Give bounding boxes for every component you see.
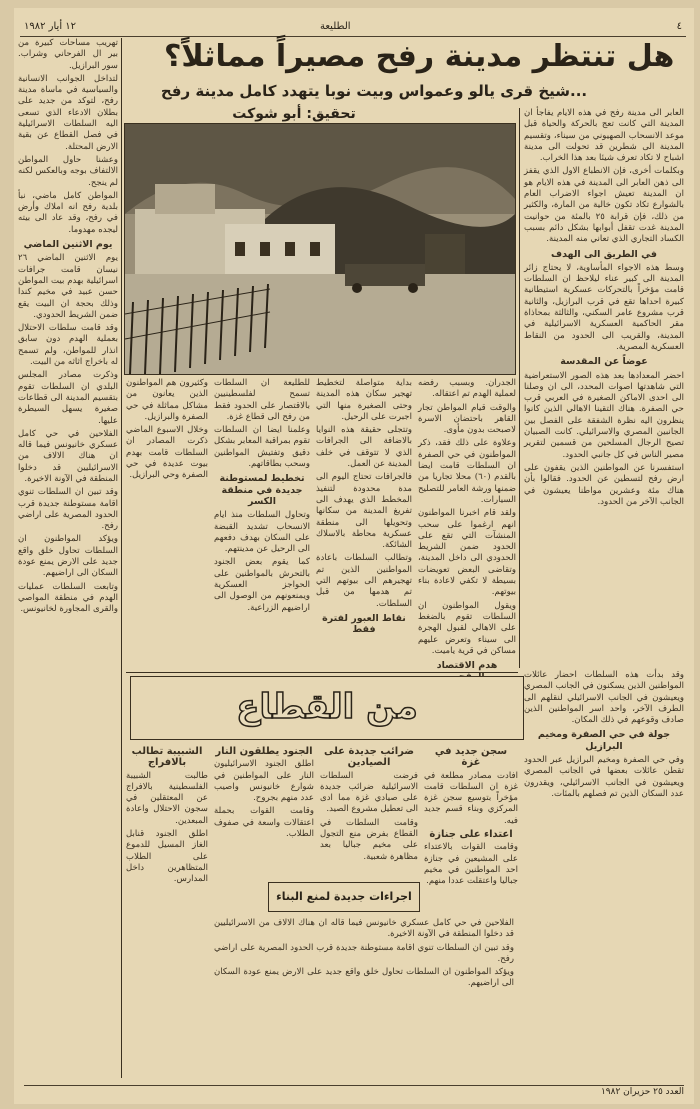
paragraph: تهريب مساحات كبيرة من بير ال الفرحاني وشراب. سور البرازيل. bbox=[18, 38, 118, 71]
column-left bbox=[18, 38, 118, 1078]
paragraph: وقامت القوات بحملة اعتقالات واسعة في صفوف الطلاب. bbox=[214, 806, 314, 840]
paragraph: والوقت قيام المواطن تجار القاهر باحتضان الاسرة لاصبحت بدون مأوى. bbox=[418, 402, 516, 436]
paragraph: طالبت الشبيبة الفلسطينية بالافراج عن المعتقلين في سجون الاحتلال واعادة المبعدين. bbox=[126, 770, 208, 826]
paragraph: وبكلمات أخرى، فإن الانطباع الاول الذي يقفز الى ذهن العابر الى المدينة في هذه الايام هو ان المدينة تعيش اجواء الاضراب العام بالشوارع تكاد تكون خالية من المارة، والكثير من ذلك، فإن قرابة ٢٥ بالمئة من حوانيت المدينة غدت تقفل أبوابها بشكل دائم بسبب الكساد التجاري الذي تعاني منه المدينة. bbox=[524, 166, 684, 245]
paragraph: وقد قامت سلطات الاحتلال بعملية الهدم دون سابق انذار للمواطن، ولم تسمح له باخراج اثاثه من البيت. bbox=[18, 323, 118, 368]
paragraph: الجدران. وبسبب رفضه لعملية الهدم تم اعتقاله. bbox=[418, 378, 516, 400]
news-heading: الشبيبة تطالب بالافراج bbox=[131, 746, 203, 769]
paragraph: وقد بدأت هذه السلطات احضار عائلات المواطنين الذين يسكنون في الجانب المصري ويعيشون في الجانب الاسرائيلي لنقلهم الى الطرف الآخر، واحد اسر المواطنين الذين صادف وقوعهم في ذلك المكان. bbox=[524, 670, 684, 726]
news-photo bbox=[124, 123, 516, 375]
paragraph: فالجرافات تحتاج اليوم الى مدة محدودة لتنفيذ المخطط الذي يهدف الى تفريغ المدينة من سكانها وتحويلها الى منطقة عسكرية محاطة بالاسلاك الشائكة. bbox=[316, 472, 412, 551]
column-2 bbox=[418, 378, 516, 672]
main-headline: هل تنتظر مدينة رفح مصيراً مماثلاً؟ bbox=[164, 39, 675, 74]
newspaper-page bbox=[14, 8, 694, 1104]
paragraph: وعشنا حاول المواطن الالتفاف بوجه وبالعكس لكنه لم ينجح. bbox=[18, 154, 118, 188]
paragraph: وقد تبين ان السلطات تنوي اقامة مستوطنة جديدة قرب الحدود المصرية على اراضي رفح. bbox=[214, 942, 514, 964]
page-footer bbox=[24, 1085, 684, 1098]
paragraph: وفي حي الصفرة ومخيم البرازيل عبر الحدود تقطن عائلات بعضها في الجانب المصري ويعيشون في الجانب الاسرائيلي، ويقدرون عدد السكان الذين تم فصلهم بالمئات. bbox=[524, 755, 684, 799]
news-heading: ضرائب جديدة على الصيادين bbox=[323, 746, 415, 769]
bottom-column-4 bbox=[126, 744, 208, 1074]
section-banner-title: من القطاع bbox=[236, 687, 418, 727]
paragraph: الفلاحين في حي كامل عسكري خانيونس فيما قاله ان هناك الالاف من الاسرائيليين قد دخلوا المنطقة في الآونة الاخيرة. bbox=[214, 918, 514, 940]
footer-text: العدد ٢٥ حزيران ١٩٨٢ bbox=[600, 1087, 684, 1097]
paragraph: وقامت القوات بالاعتداء على المشيعين في جنازة احد المواطنين في مخيم جباليا واعتقلت عددا منهم. bbox=[424, 842, 518, 887]
column-3 bbox=[316, 378, 412, 668]
paragraph: للطليعة ان السلطات تسمح لفلسطينيين بالاقتصار على الحدود فقط من رفح الى قطاع غزة. bbox=[214, 378, 310, 422]
paragraph: وقامت السلطات في القطاع بفرض منع التجول على مخيم جباليا بعد مظاهرة شعبية. bbox=[320, 817, 418, 862]
news-heading: اعتداء على جنازة bbox=[429, 829, 513, 841]
paragraph: وتتجلى حقيقة هذه النوايا بالاضافة الى الجرافات الذي لا تتوقف في خلف المدينة عن العمل. bbox=[316, 425, 412, 470]
paragraph: بداية متواصلة لتخطيط تهجير سكان هذه المدينة وحتى الصغيرة منها التي اجبرت على الرحيل. bbox=[316, 378, 412, 422]
paragraph: وذكرت مصادر المجلس البلدي ان السلطات تقوم بتقسيم المدينة الى قطاعات صغيرة يسهل السيطرة عليها. bbox=[18, 370, 118, 426]
column-right-lower bbox=[524, 670, 684, 1080]
paragraph: المواطن كامل ماضي، نبأ بلدية رفح انه املاك وأرض في رفح، وقد عاد الى بيته ليجده مهدوما. bbox=[18, 190, 118, 235]
paragraph: اطلق الجنود قنابل الغاز المسيل للدموع على الطلاب المتظاهرين داخل المدارس. bbox=[126, 829, 208, 885]
section-heading: في الطريق الى الهدف bbox=[551, 248, 657, 260]
section-heading: نقاط العبور لفترة فقط bbox=[322, 612, 406, 636]
bottom-column-2 bbox=[320, 744, 418, 874]
issue-date: ١٢ أيار ١٩٨٢ bbox=[24, 21, 77, 32]
news-heading: الجنود يطلقون النار bbox=[215, 746, 313, 757]
sub-headline: شيخ قرى يالو وعمواس وبيت نوبا يتهدد كامل مدينة رفح... bbox=[160, 82, 588, 100]
column-divider bbox=[121, 38, 122, 1078]
paragraph: وسط هذه الاجواء المأساوية، لا يحتاج زائر المدينة الى كبير عناء ليلاحظ ان السلطات قامت مؤخراً بالتحركات عسكرية استيطانية كبيرة احداها تقع في قرب البرازيل، والثانية قرب مشروع عامر السكني، والثالثة بمحاذاة مقر الحاكمية العسكرية الاسرائيلية في المدينة، والقريب الى الحدود من النقاط العسكرية المصرية. bbox=[524, 262, 684, 352]
paragraph: وتحاول السلطات منذ ايام الانسحاب تشديد القبضة على السكان بهدف دفعهم الى الرحيل عن مدينتهم. bbox=[214, 510, 310, 555]
byline: تحقيق: أبو شوكت bbox=[232, 106, 356, 122]
paragraph: ويؤكد المواطنون ان السلطات تحاول خلق واقع جديد على الارض يمنع عودة السكان الى اراضيهم. bbox=[214, 967, 514, 989]
paragraph: وعلمنا ايضا ان السلطات تقوم بمراقبة المعابر بشكل دقيق وتفتيش المواطنين وسحب بطاقاتهم. bbox=[214, 425, 310, 470]
paragraph: الفلاحين في حي كامل عسكري خانيونس فيما قاله ان هناك الالاف من الاسرائيليين قد دخلوا المنطقة في الآونة الاخيرة. bbox=[18, 428, 118, 484]
bottom-column-3 bbox=[214, 744, 314, 878]
paragraph: استفسرنا عن المواطنين الذين يقفون على ارض رفح لتسطين عن الحدود. فقالوا بأن هناك مئة وعشرين مواطنا يعيشون في الجانب الآخر من الحدود. bbox=[524, 462, 684, 507]
paragraph: اطلق الجنود الاسرائيليون النار على المواطنين في شوارع خانيونس واصيب عدد منهم بجروح. bbox=[214, 759, 314, 804]
section-heading: هدم الاقتصاد bbox=[436, 660, 498, 672]
paragraph: وتابعت السلطات عمليات الهدم في منطقة المواصي والقرى المجاورة لخانيونس. bbox=[18, 581, 118, 615]
paragraph: كما يقوم بعض الجنود بالتحرش بالمواطنين على الحواجز العسكرية ويمنعونهم من الوصول الى اراضيهم الزراعية. bbox=[214, 557, 310, 613]
paragraph: وخلال الاسبوع الماضي ذكرت المصادر ان السلطات قامت بهدم بيوت عديدة في حي الصفرة وحي البرازيل. bbox=[126, 425, 208, 481]
photo-illustration bbox=[125, 124, 515, 374]
paragraph: لتداخل الجوانب الانسانية والسياسية في ماساة مدينة رفح، لتوكد من جديد على بطلان الادعاء الذي تسعى اليه السلطات الاسرائيلية في فصل القطاع عن بقية الارض المحتلة. bbox=[18, 73, 118, 152]
horizontal-rule bbox=[126, 672, 518, 673]
paragraph: ويؤكد المواطنون ان السلطات تحاول خلق واقع جديد على الارض يمنع عودة السكان الى اراضيهم. bbox=[18, 534, 118, 579]
publication-name: الطليعة bbox=[320, 21, 351, 32]
section-heading: يوم الاثنين الماضي bbox=[23, 239, 113, 251]
paragraph: وكثيرون هم المواطنون الذين يعانون من مشاكل مماثلة في حي الصفرة والبرازيل. bbox=[126, 378, 208, 422]
column-5-lower bbox=[126, 378, 208, 668]
column-right bbox=[524, 108, 684, 668]
paragraph: يوم الاثنين الماضي ٢٦ نيسان قامت جرافات اسرائيلية بهدم بيت المواطن حسن عبيد في مخيم كندا وذلك بحجة ان البيت يقع ضمن الشريط الحدودي. bbox=[18, 253, 118, 320]
section-heading: تخطيط لمستوطنة جديدة في منطقة الكسر bbox=[219, 473, 305, 507]
section-heading: جولة في حي الصفرة ومخيم البرازيل bbox=[537, 729, 671, 752]
section-heading: عوضاً عن المقدسة bbox=[560, 356, 648, 368]
page-header bbox=[20, 18, 686, 37]
paragraph: وقد تبين ان السلطات تنوي اقامة مستوطنة جديدة قرب الحدود المصرية على اراضي رفح. bbox=[18, 487, 118, 532]
bottom-column-5 bbox=[214, 918, 514, 1068]
paragraph: العابر الى مدينة رفح في هذه الايام يفاجأ ان المدينة التي كانت تعج بالحركة والحياة قبل موعد الانسحاب الصهيوني من سيناء، وتقسيم المدينة الى شطرين قد تحولت الى مدينة اشباح لا تكاد تعرف شيئا بعد هذا الخراب. bbox=[524, 108, 684, 164]
column-divider bbox=[519, 108, 520, 668]
paragraph: فرضت السلطات الاسرائيلية ضرائب جديدة على صيادي غزة مما ادى الى تعطيل مشروع الصيد. bbox=[320, 770, 418, 815]
news-heading: سجن جديد في غزة bbox=[434, 746, 508, 769]
paragraph: وتطالب السلطات باعادة المواطنين الذين تم تهجيرهم الى بيوتهم التي تم هدمها من قبل السلطات. bbox=[316, 553, 412, 609]
paragraph: احضر المعدادها بعد هذه الصور الاستعراضية التي شاهدتها اصوات المحدد، الى ان وصلنا الى احدى الاماكن الصغيرة في العربي قرب حي الصفرة. هناك التقينا الاهالي الذين كانوا ينظرون اليه نظرة الشفقة على الفصل بين الجانبين المصري والاسرائيلي. كانت الصبيان تصيح الرجال المسلحين من قسمين لتقرير مصير الناس في كل جانبي الحدود. bbox=[524, 370, 684, 460]
page-number: ٤ bbox=[676, 21, 682, 32]
section-banner bbox=[130, 676, 524, 740]
paragraph: ويقول المواطنون ان السلطات تقوم بالضغط على الاهالي لقبول الهجرة الى سيناء وتعرض عليهم مساكن في قرية ياميت. bbox=[418, 600, 516, 656]
news-boxed-heading: اجراءات جديدة لمنع البناء bbox=[268, 882, 420, 912]
paragraph: وعلاوة على ذلك فقد، ذكر المواطنون في حي الصفرة ان السلطات قامت ايضا بالقدم (٦٠) محلا تجاريا من ضمنها ورشة العامر للتصليح السيارات. bbox=[418, 438, 516, 505]
paragraph: ولقد قام اخبرنا المواطنون انهم ارغموا على سحب المنشآت التي تقع على الحدود ضمن الشريط الحدودي الى داخل المدينة، وتقاضى البعض تعويضات بسيطة لا تكفي لاعادة بناء بيوتهم. bbox=[418, 508, 516, 598]
column-4 bbox=[214, 378, 310, 668]
paragraph: افادت مصادر مطلعة في غزة ان السلطات قامت مؤخراً بتوسيع سجن غزة المركزي وبناء قسم جديد فيه. bbox=[424, 770, 518, 826]
